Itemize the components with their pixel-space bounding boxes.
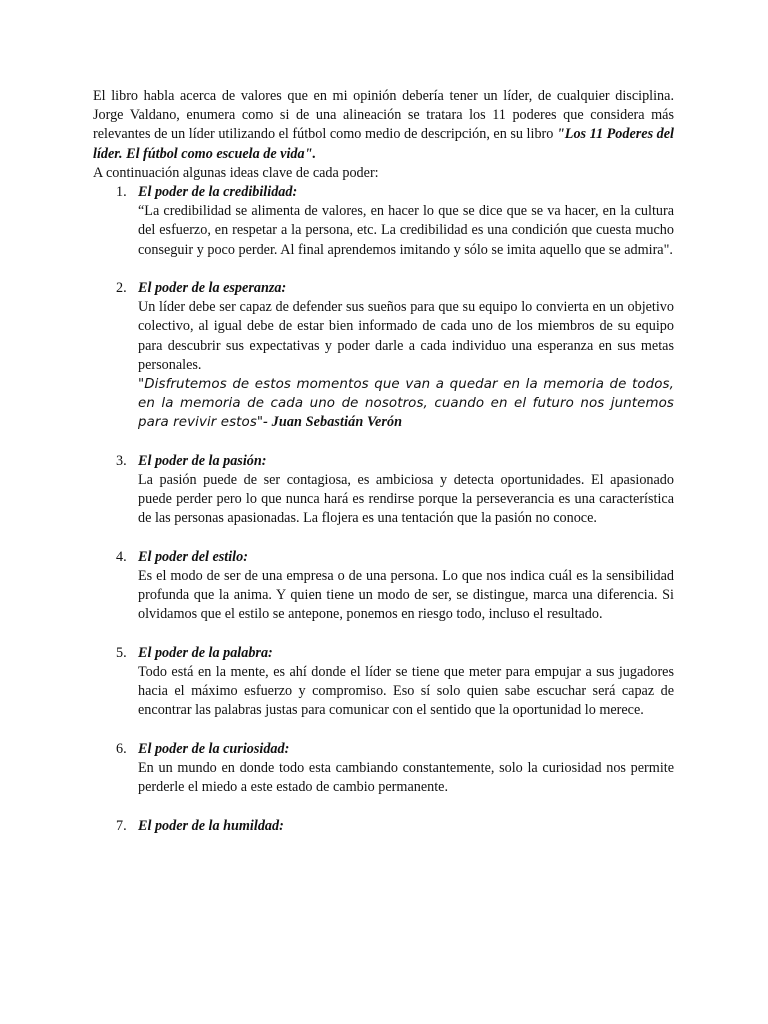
item-body: En un mundo en donde todo esta cambiando constantemente, solo la curiosidad nos permite perderle el miedo a este estado de cambio permanente. — [138, 760, 674, 796]
item-number: 1. — [116, 184, 127, 201]
item-title: El poder de la humildad: — [138, 817, 284, 834]
item-number: 6. — [116, 740, 127, 757]
book-title: "Los 11 Poderes del líder. El fútbol como escuela de vida". — [93, 126, 674, 162]
quote-text: "Disfrutemos de estos momentos que van a quedar en la memoria de todos, en la memoria de cada uno de nosotros, cuando en el futuro nos juntemos para revivir estos" — [138, 377, 674, 431]
list-item — [93, 452, 674, 529]
item-title: El poder de la esperanza: — [138, 280, 287, 297]
continuation-line: A continuación algunas ideas clave de cada poder: — [93, 164, 379, 181]
list-item — [93, 279, 674, 433]
document-content — [93, 87, 674, 855]
quote-author: - Juan Sebastián Verón — [263, 414, 403, 431]
item-title: El poder de la credibilidad: — [138, 184, 298, 201]
item-body: Un líder debe ser capaz de defender sus sueños para que su equipo lo convierta en un objetivo colectivo, al igual debe de estar bien informado de cada uno de los miembros de su equipo para descubrir sus expectativas y poder darle a cada individuo una esperanza en sus metas personales. — [138, 299, 674, 373]
item-title: El poder de la palabra: — [138, 644, 273, 661]
item-body: Es el modo de ser de una empresa o de una persona. Lo que nos indica cuál es la sensibilidad profunda que la anima. Y quien tiene un modo de ser, se distingue, marca una diferencia. Si olvidamos que el estilo se antepone, ponemos en riesgo todo, incluso el resultado. — [138, 568, 674, 623]
list-item — [93, 817, 674, 836]
item-number: 4. — [116, 548, 127, 565]
quote — [138, 375, 674, 433]
list-item — [93, 740, 674, 798]
item-number: 3. — [116, 452, 127, 469]
item-number: 5. — [116, 644, 127, 661]
intro-text: El libro habla acerca de valores que en mi opinión debería tener un líder, de cualquier disciplina. Jorge Valdano, enumera como si de una alineación se tratara los 11 poderes que considera más relevantes de un líder utilizando el fútbol como medio de descripción, en su libro — [93, 88, 674, 143]
item-title: El poder de la pasión: — [138, 452, 267, 469]
item-body: La pasión puede de ser contagiosa, es ambiciosa y detecta oportunidades. El apasionado puede perder pero lo que nunca hará es rendirse porque la perseverancia es una característica de las personas apasionadas. La flojera es una tentación que la pasión no conoce. — [138, 472, 674, 527]
item-number: 2. — [116, 280, 127, 297]
list-item — [93, 183, 674, 260]
item-number: 7. — [116, 817, 127, 834]
powers-list — [93, 183, 674, 836]
list-item — [93, 548, 674, 625]
item-title: El poder del estilo: — [138, 548, 248, 565]
item-title: El poder de la curiosidad: — [138, 740, 290, 757]
intro-paragraph — [93, 87, 674, 164]
item-body: “La credibilidad se alimenta de valores, en hacer lo que se dice que se va hacer, en la cultura del esfuerzo, en respetar a la persona, etc. La credibilidad es una condición que cuesta mucho conseguir y poco perder. Al final aprendemos imitando y sólo se imita aquello que se admira". — [138, 203, 674, 258]
list-item — [93, 644, 674, 721]
item-body: Todo está en la mente, es ahí donde el líder se tiene que meter para empujar a sus jugadores hacia el máximo esfuerzo y compromiso. Eso sí solo quien sabe escuchar será capaz de encontrar las palabras justas para comunicar con el sentido que la oportunidad lo merece. — [138, 664, 674, 719]
